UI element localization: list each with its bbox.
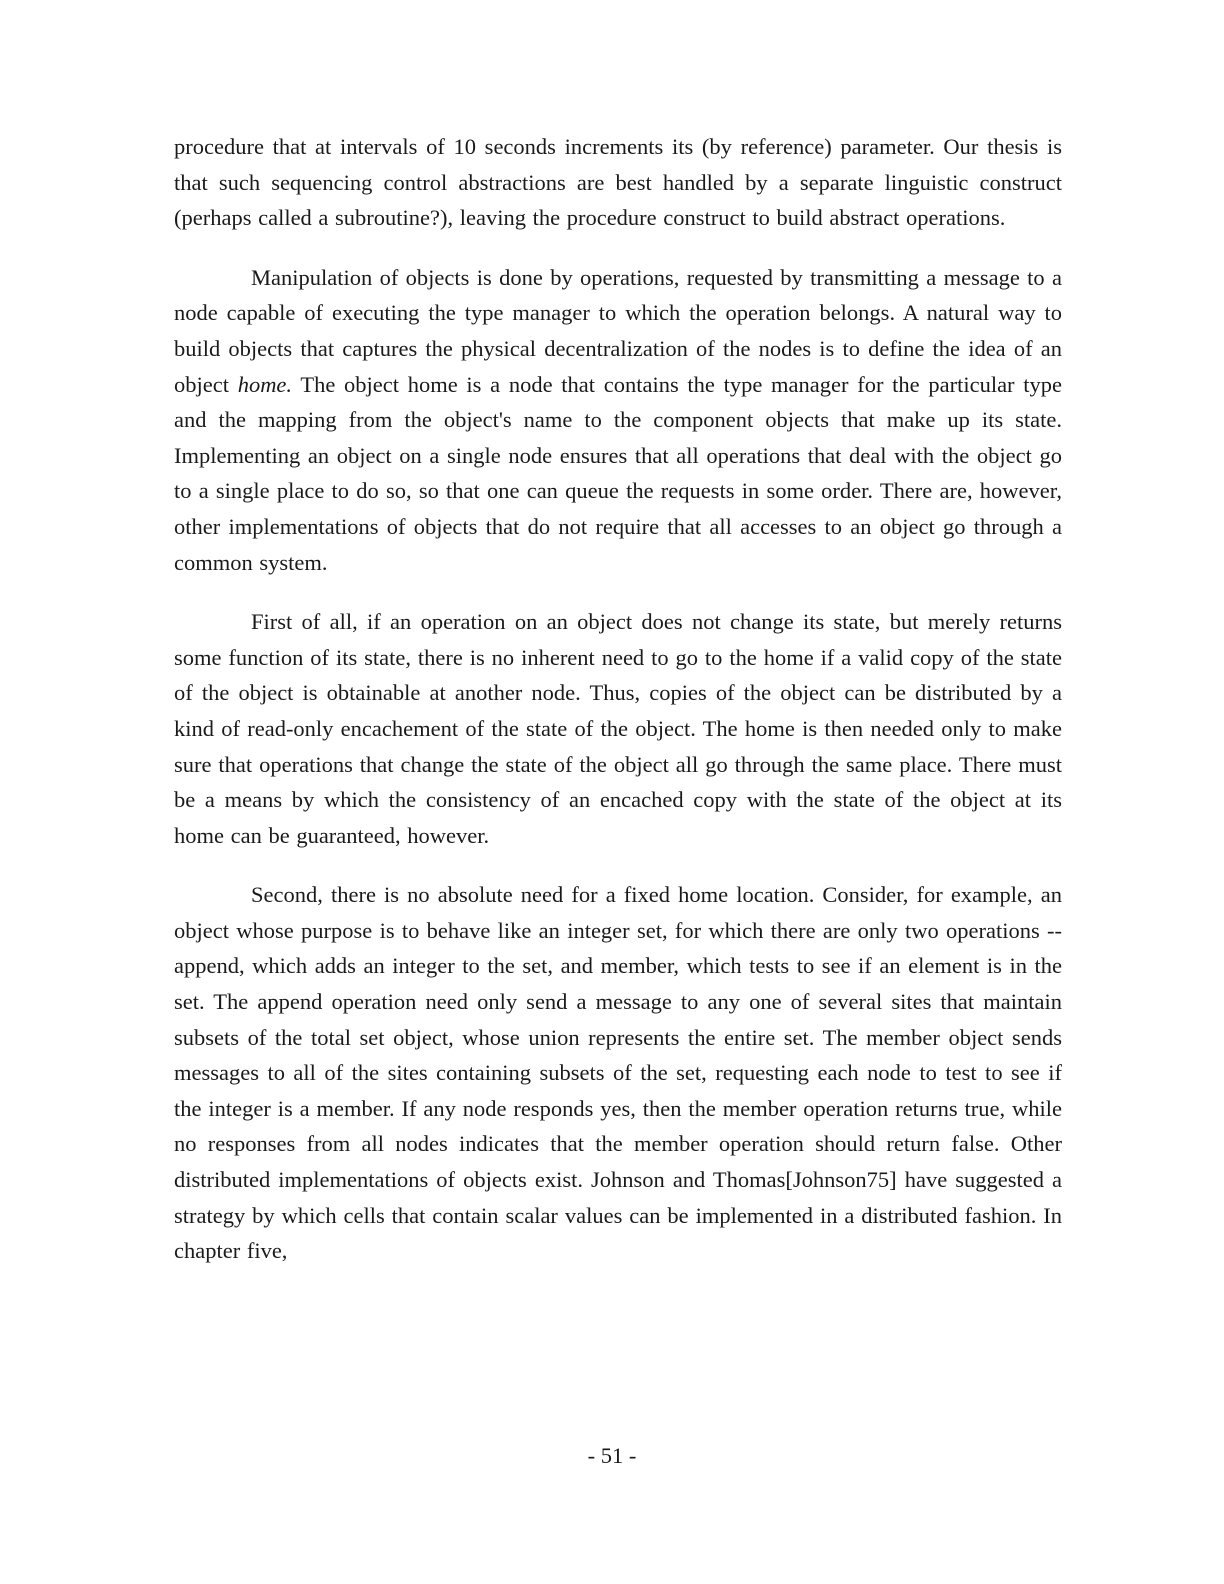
paragraph-3: First of all, if an operation on an object does not change its state, but merely returns some function of its state, there is no inherent need to go to the home if a valid copy of the state of the object is obtainable at another node. Thus, copies of the object can be distributed by a kind of read-only encachement of the state of the object. The home is then needed only to make sure that operations that change the state of the object all go through the same place. There must be a means by which the consistency of an encached copy with the state of the object at its home can be guaranteed, however. <box>174 609 1062 848</box>
paragraph-1: procedure that at intervals of 10 seconds increments its (by reference) parameter. Our thesis is that such sequencing control abstractions are best handled by a separate linguistic construct (perhaps called a subroutine?), leaving the procedure construct to build abstract operations. <box>174 134 1062 231</box>
paragraph-4: Second, there is no absolute need for a fixed home location. Consider, for example, an object whose purpose is to behave like an integer set, for which there are only two operations -- append, which adds an integer to the set, and member, which tests to see if an element is in the set. The append operation need only send a message to any one of several sites that maintain subsets of the total set object, whose union represents the entire set. The member object sends messages to all of the sites containing subsets of the set, requesting each node to test to see if the integer is a member. If any node responds yes, then the member operation returns true, while no responses from all nodes indicates that the member operation should return false. Other distributed implementations of objects exist. Johnson and Thomas[Johnson75] have suggested a strategy by which cells that contain scalar values can be implemented in a distributed fashion. In chapter five, <box>174 882 1062 1264</box>
page-number: - 51 - <box>587 1443 637 1468</box>
paragraph-2 <box>174 260 1062 580</box>
emphasis-home: home. <box>237 371 293 397</box>
body-text <box>174 129 1062 1293</box>
paragraph-2-text-end: The object home is a node that contains the type manager for the particular type and the mapping from the object's name to the component objects that make up its state. Implementing an object on a single node ensures that all operations that deal with the object go to a single place to do so, so that one can queue the requests in some order. There are, however, other implementations of objects that do not require that all accesses to an object go through a common system. <box>174 371 1062 575</box>
paragraph-2-text-start: Manipulation of objects is done by operations, requested by transmitting a message to a node capable of executing the type manager to which the operation belongs. A natural way to build objects that captures the physical decentralization of the nodes is to define the idea of an object <box>174 264 1062 397</box>
